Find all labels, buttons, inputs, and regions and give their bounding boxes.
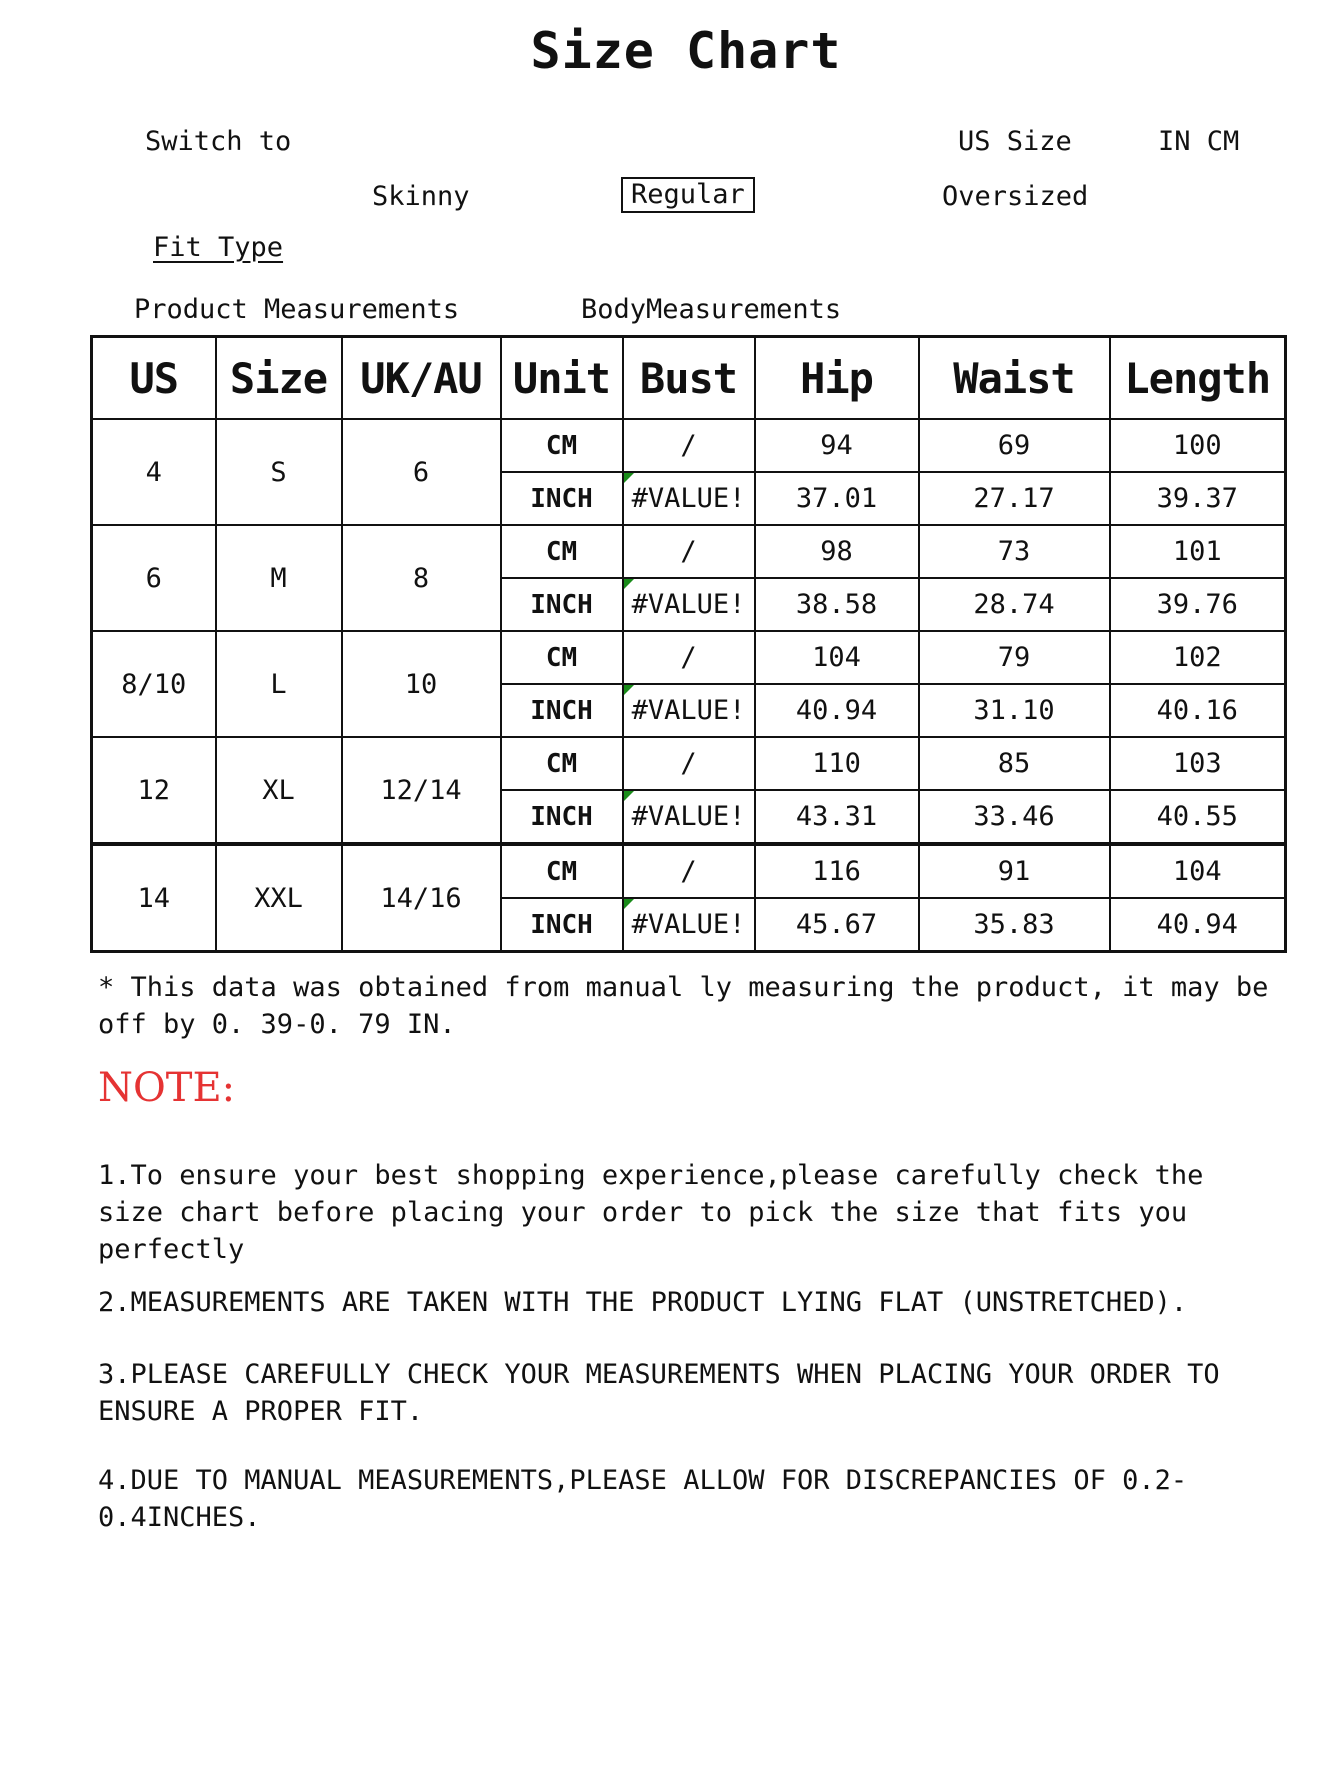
fit-skinny-tab[interactable]: Skinny — [372, 181, 470, 212]
cell-length: 102 — [1110, 631, 1286, 684]
cell-waist: 35.83 — [919, 898, 1110, 952]
cell-waist: 31.10 — [919, 684, 1110, 737]
cell-hip: 37.01 — [755, 472, 919, 525]
cell-unit: CM — [501, 737, 623, 790]
cell-size: L — [216, 631, 342, 737]
cell-length: 39.76 — [1110, 578, 1286, 631]
cell-bust: #VALUE! — [623, 790, 755, 844]
cell-bust: #VALUE! — [623, 684, 755, 737]
us-size-toggle[interactable]: US Size — [958, 126, 1072, 157]
table-header-row — [92, 337, 1286, 420]
table-row — [92, 631, 1286, 684]
table-row — [92, 737, 1286, 790]
cell-waist: 91 — [919, 844, 1110, 898]
note-heading: NOTE: — [98, 1065, 236, 1111]
cell-ukau: 8 — [342, 525, 501, 631]
cell-unit: INCH — [501, 578, 623, 631]
cell-hip: 104 — [755, 631, 919, 684]
product-measurements-tab[interactable]: Product Measurements — [134, 294, 460, 325]
fit-regular-tab[interactable]: Regular — [621, 177, 755, 213]
cell-size: XXL — [216, 844, 342, 952]
cell-unit: INCH — [501, 472, 623, 525]
cell-ukau: 10 — [342, 631, 501, 737]
unit-toggle[interactable]: IN CM — [1158, 126, 1240, 157]
cell-us: 14 — [92, 844, 216, 952]
cell-hip: 94 — [755, 419, 919, 472]
cell-unit: CM — [501, 419, 623, 472]
cell-bust: / — [623, 631, 755, 684]
cell-length: 101 — [1110, 525, 1286, 578]
cell-bust: / — [623, 737, 755, 790]
cell-ukau: 14/16 — [342, 844, 501, 952]
size-table — [90, 335, 1287, 953]
table-row — [92, 525, 1286, 578]
cell-size: XL — [216, 737, 342, 844]
cell-us: 12 — [92, 737, 216, 844]
page-title: Size Chart — [530, 22, 842, 80]
cell-waist: 69 — [919, 419, 1110, 472]
cell-hip: 110 — [755, 737, 919, 790]
cell-length: 40.94 — [1110, 898, 1286, 952]
cell-bust: / — [623, 844, 755, 898]
cell-bust: / — [623, 525, 755, 578]
note-item: 4.DUE TO MANUAL MEASUREMENTS,PLEASE ALLOW FOR DISCREPANCIES OF 0.2-0.4INCHES. — [98, 1465, 1188, 1533]
header-us: US — [92, 337, 216, 420]
cell-length: 40.16 — [1110, 684, 1286, 737]
cell-us: 8/10 — [92, 631, 216, 737]
header-bust: Bust — [623, 337, 755, 420]
header-length: Length — [1110, 337, 1286, 420]
cell-hip: 40.94 — [755, 684, 919, 737]
cell-bust: #VALUE! — [623, 898, 755, 952]
fit-oversized-tab[interactable]: Oversized — [942, 181, 1089, 212]
header-ukau: UK/AU — [342, 337, 501, 420]
cell-hip: 98 — [755, 525, 919, 578]
cell-waist: 73 — [919, 525, 1110, 578]
fit-type-label[interactable]: Fit Type — [153, 232, 284, 263]
cell-waist: 85 — [919, 737, 1110, 790]
table-row — [92, 844, 1286, 898]
note-item: 1.To ensure your best shopping experience,please carefully check the size chart before placing your order to pick the size that fits you perfectly — [98, 1160, 1204, 1265]
cell-unit: INCH — [501, 684, 623, 737]
header-unit: Unit — [501, 337, 623, 420]
cell-bust: / — [623, 419, 755, 472]
cell-hip: 43.31 — [755, 790, 919, 844]
cell-hip: 45.67 — [755, 898, 919, 952]
cell-unit: INCH — [501, 898, 623, 952]
cell-unit: CM — [501, 631, 623, 684]
cell-length: 100 — [1110, 419, 1286, 472]
switch-to-label: Switch to — [145, 126, 292, 157]
note-item: 2.MEASUREMENTS ARE TAKEN WITH THE PRODUCT LYING FLAT (UNSTRETCHED). — [98, 1287, 1188, 1318]
cell-us: 6 — [92, 525, 216, 631]
body-measurements-tab[interactable]: BodyMeasurements — [581, 294, 842, 325]
cell-waist: 27.17 — [919, 472, 1110, 525]
cell-us: 4 — [92, 419, 216, 525]
table-row — [92, 419, 1286, 472]
cell-waist: 33.46 — [919, 790, 1110, 844]
cell-size: S — [216, 419, 342, 525]
cell-bust: #VALUE! — [623, 578, 755, 631]
cell-ukau: 12/14 — [342, 737, 501, 844]
header-waist: Waist — [919, 337, 1110, 420]
cell-unit: CM — [501, 525, 623, 578]
cell-waist: 79 — [919, 631, 1110, 684]
cell-size: M — [216, 525, 342, 631]
cell-length: 104 — [1110, 844, 1286, 898]
cell-hip: 116 — [755, 844, 919, 898]
cell-hip: 38.58 — [755, 578, 919, 631]
cell-length: 103 — [1110, 737, 1286, 790]
cell-bust: #VALUE! — [623, 472, 755, 525]
note-item: 3.PLEASE CAREFULLY CHECK YOUR MEASUREMENTS WHEN PLACING YOUR ORDER TO ENSURE A PROPER FIT. — [98, 1359, 1220, 1427]
header-size: Size — [216, 337, 342, 420]
cell-unit: CM — [501, 844, 623, 898]
cell-length: 40.55 — [1110, 790, 1286, 844]
cell-ukau: 6 — [342, 419, 501, 525]
cell-waist: 28.74 — [919, 578, 1110, 631]
measurement-disclaimer: * This data was obtained from manual ly measuring the product, it may be off by 0. 39-0. 79 IN. — [98, 972, 1269, 1040]
cell-unit: INCH — [501, 790, 623, 844]
cell-length: 39.37 — [1110, 472, 1286, 525]
header-hip: Hip — [755, 337, 919, 420]
